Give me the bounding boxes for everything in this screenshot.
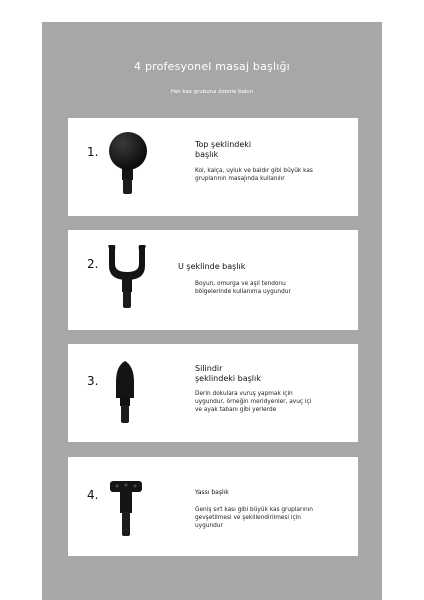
head-description: Geniş sırt kası gibi büyük kas gruplarının gevşetilmesi ve şekillendirilmesi için uygundur [195, 507, 313, 529]
head-description: Kol, kalça, uyluk ve baldır gibi büyük kas gruplarının masajında kullanılır [195, 168, 313, 182]
head-number: 4. [87, 488, 99, 502]
head-card-bullet [68, 344, 358, 442]
head-name: U şeklinde başlık [178, 262, 246, 271]
head-description: Derin dokulara vuruş yapmak için uygundur, örneğin meridyenler, avuç içi ve ayak tabanı gibi yerlerde [195, 391, 312, 413]
ball-head-icon [106, 131, 150, 195]
section-subtitle: Her kas grubuna özenle bakın [170, 89, 254, 95]
u-fork-head-icon [102, 244, 152, 310]
head-description: Boyun, omurga ve aşil tendonu bölgelerinde kullanıma uygundur [195, 281, 291, 295]
head-number: 2. [87, 257, 99, 271]
head-name: Silindir şeklindeki başlık [195, 364, 261, 383]
section-title: 4 profesyonel masaj başlığı [134, 60, 290, 73]
bullet-head-icon [112, 360, 138, 424]
head-number: 1. [87, 145, 99, 159]
product-panel [42, 22, 382, 600]
head-card-ball [68, 118, 358, 216]
head-card-flat [68, 457, 358, 556]
flat-head-icon [106, 480, 146, 538]
head-name: Top şeklindeki başlık [195, 140, 252, 159]
head-number: 3. [87, 374, 99, 388]
head-name: Yassı başlık [195, 489, 229, 496]
head-card-u-fork [68, 230, 358, 330]
